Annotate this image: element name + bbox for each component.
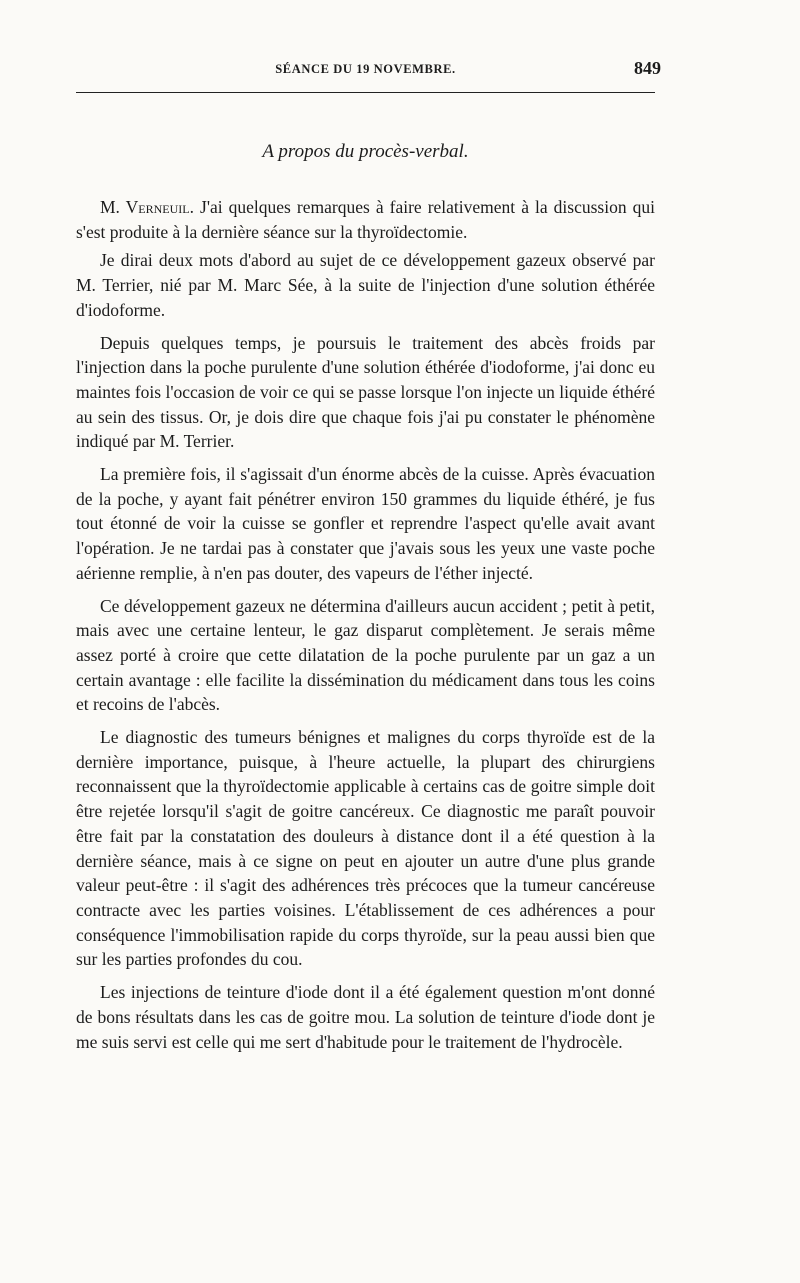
speaker-name: M. Verneuil.	[100, 197, 194, 217]
page-number: 849	[634, 58, 661, 78]
running-title: SÉANCE DU 19 NOVEMBRE.	[275, 62, 456, 76]
paragraph-7: Les injections de teinture d'iode dont il a été également question m'ont donné de bons résultats dans les cas de goitre mou. La solution de teinture d'iode dont je me suis servi est celle qui me sert d'habitude pour le traitement de l'hydrocèle.	[76, 982, 655, 1052]
paragraph-2: Je dirai deux mots d'abord au sujet de ce développement gazeux observé par M. Terrier, nié par M. Marc Sée, à la suite de l'injection d'une solution éthérée d'iodoforme.	[76, 250, 655, 320]
paragraph-1-text: J'ai quelques remarques à faire relativement à la discussion qui s'est produite à la dernière séance sur la thyroïdectomie.	[76, 197, 655, 242]
section-heading: A propos du procès-verbal.	[262, 141, 469, 162]
paragraph-1	[76, 195, 655, 244]
running-header	[76, 58, 661, 88]
paragraph-5: Ce développement gazeux ne détermina d'ailleurs aucun accident ; petit à petit, mais avec une certaine lenteur, le gaz disparut complètement. Je serais même assez porté à croire que cette dilatation de la poche purulente par un gaz a un certain avantage : elle facilite la dissémination du médicament dans tous les coins et recoins de l'abcès.	[76, 595, 655, 715]
paragraph-3: Depuis quelques temps, je poursuis le traitement des abcès froids par l'injection dans la poche purulente d'une solution éthérée d'iodoforme, j'ai donc eu maintes fois l'occasion de voir ce qui se passe lorsque l'on injecte un liquide éthéré au sein des tissus. Or, je dois dire que chaque fois j'ai pu constater le phénomène indiqué par M. Terrier.	[76, 332, 655, 452]
header-rule	[76, 92, 655, 93]
paragraph-4: La première fois, il s'agissait d'un énorme abcès de la cuisse. Après évacuation de la poche, y ayant fait pénétrer environ 150 grammes du liquide éthéré, je fus tout étonné de voir la cuisse se gonfler et reprendre l'aspect qu'elle avait avant l'opération. Je ne tardai pas à constater que j'avais sous les yeux une vaste poche aérienne remplie, à n'en pas douter, des vapeurs de l'éther injecté.	[76, 464, 655, 583]
paragraph-6: Le diagnostic des tumeurs bénignes et malignes du corps thyroïde est de la dernière importance, puisque, à l'heure actuelle, la plupart des chirurgiens reconnaissent que la thyroïdectomie applicable à certains cas de goitre simple doit être rejetée lorsqu'il s'agit de goitre cancéreux. Ce diagnostic me paraît pouvoir être fait par la constatation des douleurs à distance dont il a été question à la dernière séance, mais à ce signe on peut en ajouter un autre d'une plus grande valeur peut-être : il s'agit des adhérences très précoces que la tumeur cancéreuse contracte avec les parties voisines. L'établissement de ces adhérences a pour conséquence l'immobilisation rapide du corps thyroïde, sur la peau aussi bien que sur les parties profondes du cou.	[76, 727, 655, 970]
body-text	[76, 195, 655, 1062]
